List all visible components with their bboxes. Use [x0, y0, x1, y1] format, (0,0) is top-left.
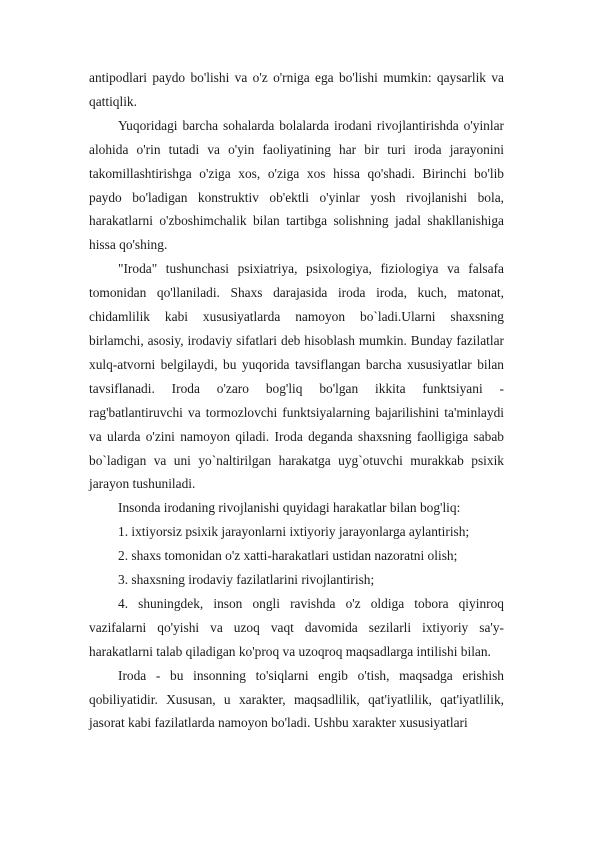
paragraph-will-concept: "Iroda" tushunchasi psixiatriya, psixologiya, fiziologiya va falsafa tomonidan qo'llaniladi. Shaxs darajasida iroda iroda, kuch, matonat, chidamlilik kabi xususiyatlarda namoyon bo`ladi.Ularni shaxsning birlamchi, asosiy, irodaviy sifatlari deb hisoblash mumkin. Bunday fazilatlar xulq-atvorni belgilaydi, bu yuqorida tavsiflangan barcha xususiyatlar bilan tavsiflanadi. Iroda o'zaro bog'liq bo'lgan ikkita funktsiyani - rag'batlantiruvchi va tormozlovchi funktsiyalarning bajarilishini ta'minlaydi va ularda o'zini namoyon qiladi. Iroda deganda shaxsning faolligiga sabab bo`ladigan va uni yo`naltirilgan harakatga uyg`otuvchi murakkab psixik jarayon tushuniladi. [89, 261, 504, 492]
document-page [89, 66, 504, 735]
paragraph-will-definition: Iroda - bu insonning to'siqlarni engib o'tish, maqsadga erishish qobiliyatidir. Xususan, u xarakter, maqsadlilik, qat'iyatlilik, qat'iyatlilik, jasorat kabi fazilatlarda namoyon bo'ladi. Ushbu xarakter xususiyatlari [89, 667, 504, 731]
paragraph-continuation: antipodlari paydo bo'lishi va o'z o'rniga ega bo'lishi mumkin: qaysarlik va qattiqlik. [89, 70, 504, 109]
list-item-2: 2. shaxs tomonidan o'z xatti-harakatlari ustidan nazoratni olish; [118, 548, 458, 564]
list-item-3: 3. shaxsning irodaviy fazilatlarini rivojlantirish; [118, 572, 375, 588]
paragraph-list-intro: Insonda irodaning rivojlanishi quyidagi harakatlar bilan bog'liq: [118, 500, 461, 516]
list-item-4: 4. shuningdek, inson ongli ravishda o'z oldiga tobora qiyinroq vazifalarni qo'yishi va uzoq vaqt davomida sezilarli ixtiyoriy sa'y-harakatlarni talab qiladigan ko'proq va uzoqroq maqsadlarga intilishi bilan. [89, 595, 504, 659]
list-item-1: 1. ixtiyorsiz psixik jarayonlarni ixtiyoriy jarayonlarga aylantirish; [118, 524, 470, 540]
paragraph-games: Yuqoridagi barcha sohalarda bolalarda irodani rivojlantirishda o'yinlar alohida o'rin tutadi va o'yin faoliyatining har bir turi iroda jarayonini takomillashtirishga o'ziga xos, o'ziga xos hissa qo'shadi. Birinchi bo'lib paydo bo'ladigan konstruktiv ob'ektli o'yinlar yosh rivojlanishi bola, harakatlarni o'zboshimchalik bilan tartibga solishning jadal shakllanishiga hissa qo'shing. [89, 117, 504, 253]
